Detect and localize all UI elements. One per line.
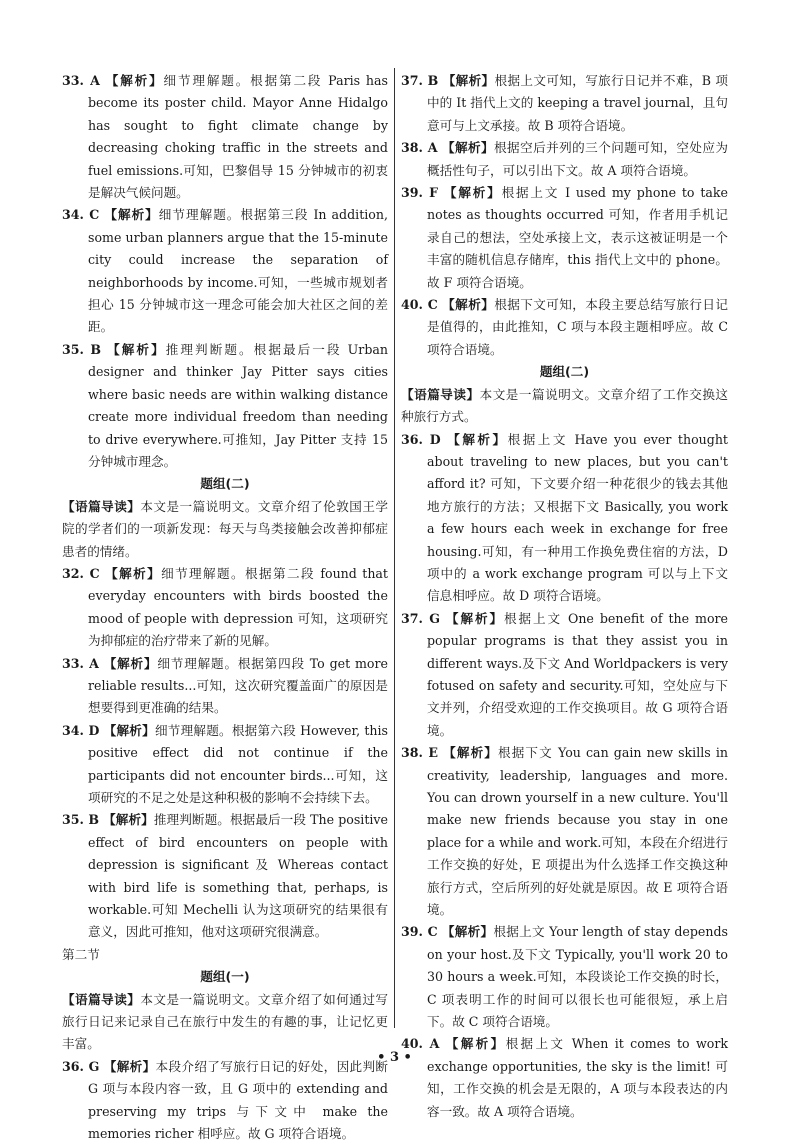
analysis-text: 细节理解题。根据第四段 To get more reliable results...可知，这次研究覆盖面广的原因是想要得到更准确的结果。: [88, 655, 388, 716]
analysis-text: 细节理解题。根据第六段 However, this positive effect did not continue if the participants did not encounter birds...可知，这项研究的不足之处是这种积极的影响不会持续下去。: [88, 722, 388, 805]
analysis-text: 根据下文可知，本段主要总结写旅行日记是值得的，由此推知，C 项与本段主题相呼应。故 C 项符合语境。: [427, 297, 728, 357]
answer-item: [401, 137, 728, 182]
analysis-text: 细节理解题。根据第三段 In addition, some urban planners argue that the 15-minute city could increase the separation of neighborhoods by income.可知，一些城市规划者担心 15 分钟城市这一理念可能会加大社区之间的差距。: [88, 207, 388, 335]
answer-number: 36. G: [62, 1058, 100, 1074]
analysis-tag: 【解析】: [442, 73, 495, 88]
guide-tag: 【语篇导读】: [62, 991, 141, 1007]
column-divider: [394, 68, 395, 1028]
answer-number: 38. E: [401, 745, 439, 761]
answer-item: [401, 742, 728, 921]
analysis-tag: 【解析】: [441, 924, 494, 940]
reading-guide: [62, 989, 388, 1056]
analysis-text: 根据下文 You can gain new skills in creativity, leadership, languages and more. You can drown yourself in a new culture. You'll make new friends because you stay in one place for a while and work.可知，本段在介绍进行工作交换的好处，E 项提出为什么选择工作交换这种旅行方式，空后所列的好处就是原因。故 E 项符合语境。: [427, 745, 728, 918]
answer-item: [62, 339, 388, 473]
answer-number: 36. D: [401, 431, 441, 447]
analysis-tag: 【解析】: [105, 565, 162, 581]
answer-item: [401, 182, 728, 294]
analysis-tag: 【解析】: [105, 73, 164, 88]
analysis-text: 推理判断题。根据最后一段 Urban designer and thinker Jay Pitter says cities where basic needs are within walking distance create more individual freedom than needing to drive everywhere.可推知，Jay Pitter 支持 15 分钟城市理念。: [88, 341, 389, 469]
answer-number: 37. G: [401, 610, 440, 626]
analysis-text: 本段介绍了写旅行日记的好处，因此判断 G 项与本段内容一致，且 G 项中的 extending and preserving my trips 与下文中 make the memories richer 相呼应。故 G 项符合语境。: [88, 1058, 389, 1142]
analysis-text: 细节理解题。根据第二段 found that everyday encounters with birds boosted the mood of people with depression 可知，这项研究为抑郁症的治疗带来了新的见解。: [88, 565, 388, 649]
answer-number: 34. C: [62, 207, 100, 223]
group-heading: 题组(二): [539, 364, 590, 380]
analysis-tag: 【解析】: [103, 1058, 156, 1074]
answer-item: [62, 204, 388, 338]
answer-item: [401, 1033, 728, 1123]
answer-item: [401, 294, 728, 361]
answer-item: [62, 720, 388, 810]
answer-number: 33. A: [62, 73, 100, 88]
answer-number: 35. B: [62, 341, 102, 357]
answer-item: [62, 653, 388, 720]
group-heading: 题组(二): [200, 476, 250, 492]
answer-item: [62, 563, 388, 653]
analysis-tag: 【解析】: [103, 722, 155, 738]
guide-text: 本文是一篇说明文。文章介绍了伦敦国王学院的学者们的一项新发现：每天与鸟类接触会改善抑郁症患者的情绪。: [62, 498, 389, 559]
answer-item: [401, 70, 728, 137]
analysis-tag: 【解析】: [441, 140, 495, 156]
guide-text: 本文是一篇说明文。文章介绍了如何通过写旅行日记来记录自己在旅行中发生的有趣的事，让记忆更丰富。: [62, 991, 389, 1052]
analysis-text: 根据上文 Have you ever thought about traveling to new places, but you can't afford it? 可知，下文要介绍一种花很少的钱去其他地方旅行的方法；又根据下文 Basically, you work a few hours each week in exchange for free housing.可知，有一种用工作换免费住宿的方法，D 项中的 a work exchange program 可以与上下文信息相呼应。故 D 项符合语境。: [427, 431, 728, 604]
reading-guide: [401, 384, 728, 429]
analysis-text: 根据上文可知，写旅行日记并不难，B 项中的 It 指代上文的 keeping a travel journal，且句意可与上文承接。故 B 项符合语境。: [427, 73, 728, 133]
answer-number: 32. C: [62, 565, 100, 581]
analysis-text: 根据上文 When it comes to work exchange opportunities, the sky is the limit! 可知，工作交换的机会是无限的，A 项与本段表达的内容一致。故 A 项符合语境。: [427, 1036, 728, 1119]
page-number: • 3 •: [377, 1050, 412, 1065]
group-heading: 题组(一): [200, 969, 250, 985]
analysis-tag: 【解析】: [445, 610, 504, 626]
right-column: [401, 70, 728, 1123]
answer-number: 37. B: [401, 73, 439, 88]
answer-number: 34. D: [62, 722, 100, 738]
analysis-tag: 【解析】: [443, 185, 502, 201]
analysis-tag: 【解析】: [103, 655, 158, 671]
analysis-tag: 【解析】: [445, 1036, 506, 1052]
reading-guide: [62, 496, 388, 563]
analysis-tag: 【解析】: [442, 297, 495, 313]
analysis-text: 根据上文 Your length of stay depends on your host.及下文 Typically, you'll work 20 to 30 hours a week.可知，本段谈论工作交换的时长，C 项表明工作的时间可以很长也可能很短，承上启下。故 C 项符合语境。: [427, 924, 728, 1030]
analysis-text: 根据上文 One benefit of the more popular programs is that they assist you in different ways.及下文 And Worldpackers is very fotused on safety and security.可知，空处应与下文并列，介绍受欢迎的工作交换项目。故 G 项符合语境。: [427, 610, 728, 738]
analysis-text: 细节理解题。根据第二段 Paris has become its poster child. Mayor Anne Hidalgo has sought to fight climate change by decreasing choking traffic in the streets and fuel emissions.可知，巴黎倡导 15 分钟城市的初衷是解决气候问题。: [88, 73, 389, 201]
answer-number: 35. B: [62, 812, 100, 828]
answer-number: 40. A: [401, 1036, 440, 1052]
analysis-tag: 【解析】: [103, 812, 154, 828]
answer-item: [401, 429, 728, 608]
analysis-text: 推理判断题。根据最后一段 The positive effect of bird encounters on people with depression is significant 及 Whereas contact with bird life is something that, perhaps, is workable.可知 Mechelli 认为这项研究的结果很有意义，因此可推知，他对这项研究很满意。: [88, 812, 388, 940]
section-heading: 第二节: [62, 946, 100, 962]
answer-number: 33. A: [62, 655, 99, 671]
analysis-tag: 【解析】: [447, 431, 508, 447]
answer-number: 39. F: [401, 185, 439, 201]
analysis-tag: 【解析】: [443, 745, 498, 761]
answer-number: 40. C: [401, 297, 438, 313]
guide-tag: 【语篇导读】: [62, 498, 141, 514]
answer-item: [401, 921, 728, 1033]
answer-number: 39. C: [401, 924, 438, 940]
guide-tag: 【语篇导读】: [401, 386, 480, 402]
guide-text: 本文是一篇说明文。文章介绍了工作交换这种旅行方式。: [401, 386, 729, 425]
answer-item: [62, 1056, 388, 1146]
analysis-tag: 【解析】: [104, 207, 159, 223]
answer-number: 38. A: [401, 140, 438, 156]
analysis-text: 根据空后并列的三个问题可知，空处应为概括性句子，可以引出下文。故 A 项符合语境。: [427, 140, 728, 178]
answer-item: [401, 608, 728, 742]
analysis-tag: 【解析】: [107, 341, 166, 357]
answer-item: [62, 70, 388, 204]
left-column: [62, 70, 388, 1146]
answer-item: [62, 809, 388, 943]
analysis-text: 根据上文 I used my phone to take notes as thoughts occurred 可知，作者用手机记录自己的想法，空处承接上文，表示这被证明是一个丰富的随机信息存储库，this 指代上文中的 phone。故 F 项符合语境。: [427, 185, 728, 290]
